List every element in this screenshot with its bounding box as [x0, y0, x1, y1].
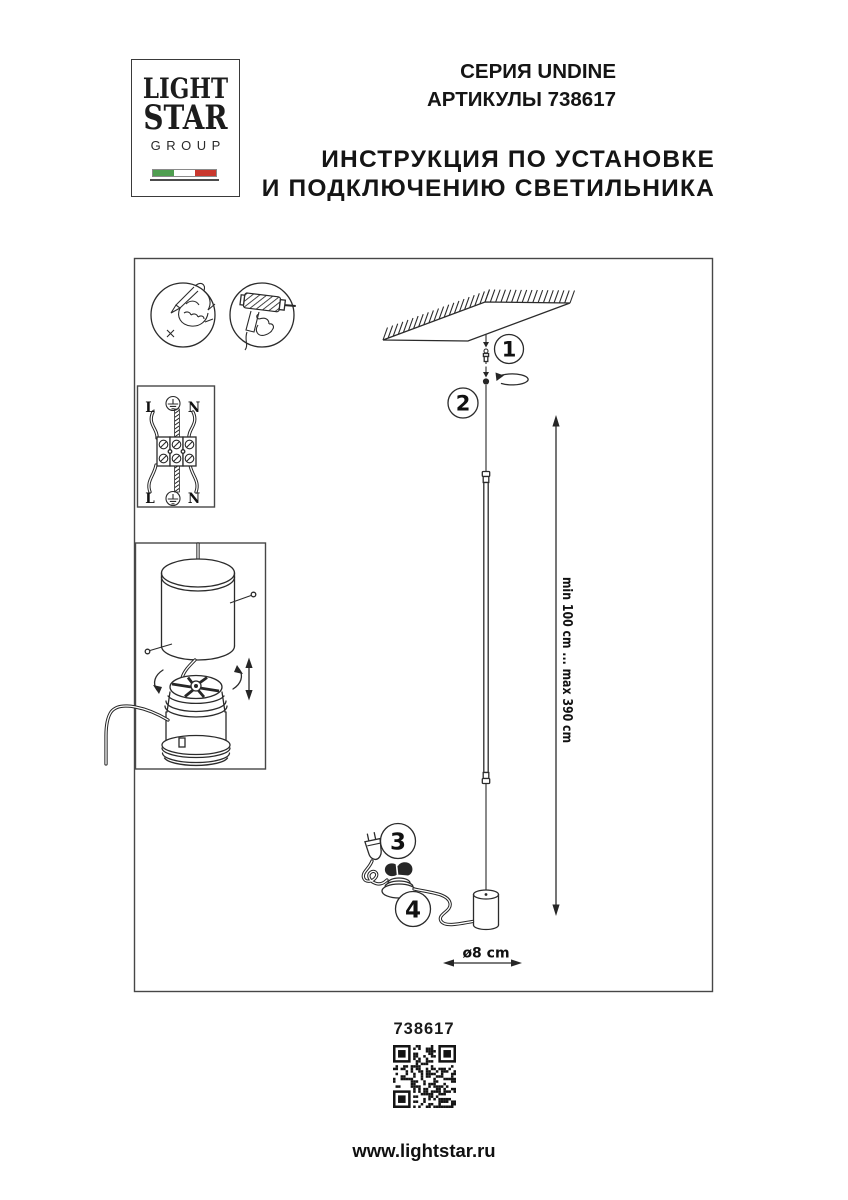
- height-range-label: min 100 cm ... max 390 cm: [559, 577, 575, 782]
- ceiling: [383, 290, 575, 342]
- footer-article-number: 738617: [393, 1020, 455, 1038]
- fixing-pin-left: [145, 644, 172, 654]
- pendant-rod: [474, 335, 529, 930]
- rotate-arrow-left: [153, 670, 163, 694]
- canopy-detail: [106, 543, 266, 769]
- step-4-number: 4: [404, 897, 422, 924]
- ceiling-anchor: [483, 335, 489, 378]
- mounting-base: [162, 676, 230, 766]
- logo-word-light: LIGHT: [142, 72, 229, 105]
- footer-website: www.lightstar.ru: [352, 1140, 496, 1161]
- height-dimension: [552, 415, 575, 916]
- qr-code: [393, 1045, 456, 1108]
- swivel-joint: [483, 373, 528, 385]
- terminal-block: [157, 437, 196, 466]
- diagram-border: [135, 259, 713, 992]
- series-title: СЕРИЯ UNDINE: [460, 60, 616, 83]
- step-3-badge: [381, 824, 416, 859]
- rotate-arrow-right: [233, 665, 243, 689]
- article-title: АРТИКУЛЫ 738617: [426, 88, 616, 111]
- earth-symbol-bottom: [166, 492, 180, 506]
- label-neutral-bottom: N: [187, 491, 201, 507]
- instruction-title-line1: ИНСТРУКЦИЯ ПО УСТАНОВКЕ: [321, 146, 715, 173]
- label-neutral-top: N: [187, 400, 201, 416]
- height-adjust-arrow: [245, 658, 252, 701]
- step-1-number: 1: [501, 337, 517, 362]
- step-2-number: 2: [455, 391, 471, 416]
- step-2-badge: [448, 388, 478, 418]
- lamp-cylinder: [474, 890, 499, 930]
- telescopic-rod: [484, 483, 488, 773]
- earth-symbol-top: [166, 397, 180, 411]
- diameter-dimension: [443, 946, 522, 967]
- instruction-title-line2: И ПОДКЛЮЧЕНИЮ СВЕТИЛЬНИКА: [261, 175, 715, 202]
- label-line-top: L: [145, 400, 155, 416]
- shade-cylinder: [162, 559, 235, 660]
- step-1-badge: [495, 335, 524, 364]
- label-line-bottom: L: [145, 491, 155, 507]
- mark-drill-points-icon: [151, 283, 215, 347]
- step-4-badge: [396, 892, 431, 927]
- diameter-label: ø8 cm: [462, 945, 510, 962]
- drill-icon: [230, 283, 297, 350]
- wiring-diagram: [138, 386, 215, 507]
- step-3-number: 3: [389, 829, 407, 856]
- logo-word-star: STAR: [143, 98, 228, 138]
- logo-word-group: GROUP: [150, 138, 226, 153]
